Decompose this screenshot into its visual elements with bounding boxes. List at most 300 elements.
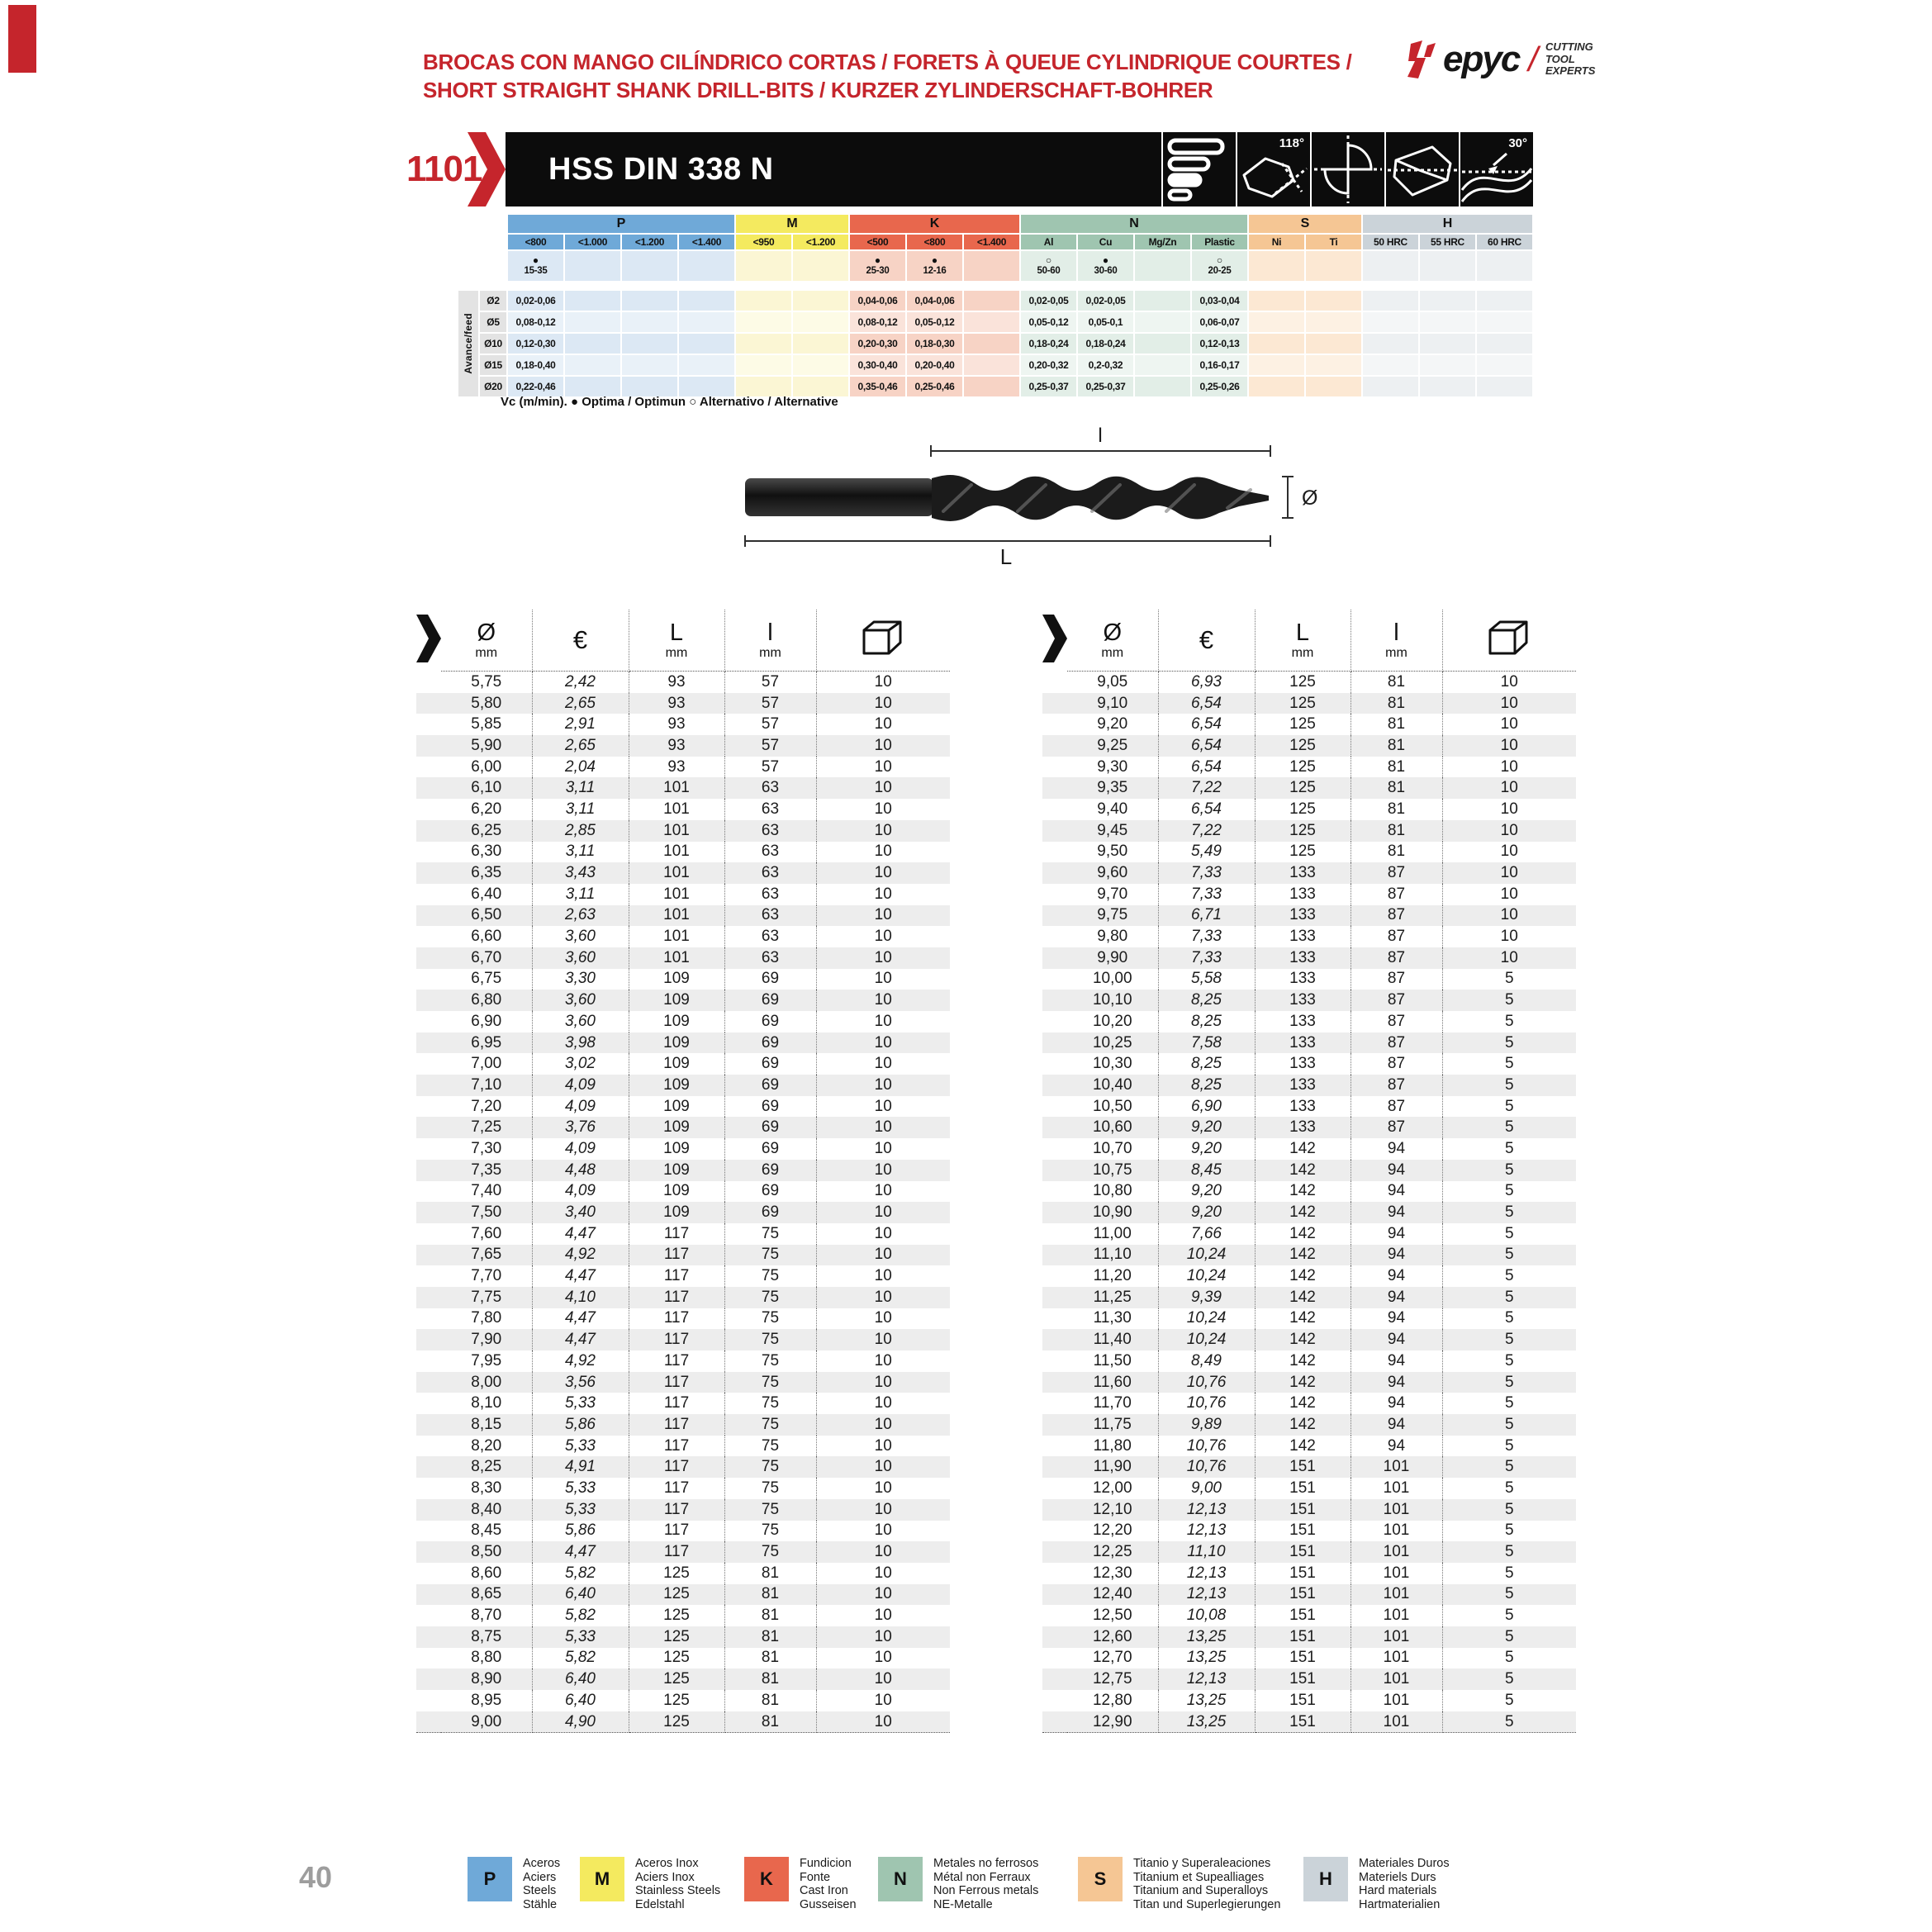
material-subheader: <950 xyxy=(735,234,792,250)
row-lead-cell xyxy=(1042,1265,1067,1287)
helix-angle-icon xyxy=(1460,132,1533,206)
pack-quantity-cell: 10 xyxy=(874,970,892,988)
vc-dot: ○ xyxy=(1045,254,1052,267)
diameter-cell: 7,20 xyxy=(441,1096,532,1118)
pack-quantity-cell: 10 xyxy=(1500,864,1518,882)
flute-length-cell: 75 xyxy=(724,1287,816,1308)
total-length-cell: 93 xyxy=(629,714,724,735)
pack-quantity-cell: 5 xyxy=(1504,1288,1514,1306)
diameter-cell: 8,00 xyxy=(441,1372,532,1393)
product-row xyxy=(1042,757,1576,778)
material-subheader: Cu xyxy=(1077,234,1134,250)
total-length-cell: 133 xyxy=(1255,1075,1351,1096)
product-row xyxy=(416,735,950,757)
feed-value-cell xyxy=(792,354,849,376)
material-subheader: 55 HRC xyxy=(1419,234,1476,250)
price-cell: 3,60 xyxy=(532,990,629,1011)
diameter-cell: 11,75 xyxy=(1067,1414,1158,1436)
row-lead-cell xyxy=(416,1011,441,1032)
row-lead-cell xyxy=(1042,1669,1067,1690)
total-length-cell: 109 xyxy=(629,1160,724,1181)
pack-quantity-cell: 10 xyxy=(874,694,892,712)
diameter-cell: 11,20 xyxy=(1067,1265,1158,1287)
product-name: HSS DIN 338 N xyxy=(548,152,774,187)
price-cell: 12,13 xyxy=(1158,1563,1255,1584)
price-cell: 4,10 xyxy=(532,1287,629,1308)
price-cell: 6,71 xyxy=(1158,905,1255,927)
material-group-header: N xyxy=(1020,214,1248,234)
matrix-group-row xyxy=(458,214,1533,234)
material-subheader: <1.200 xyxy=(792,234,849,250)
diameter-cell: 10,40 xyxy=(1067,1075,1158,1096)
diameter-cell: 11,70 xyxy=(1067,1393,1158,1414)
legend-text xyxy=(1133,1857,1280,1911)
feed-value-cell: 0,05-0,1 xyxy=(1077,311,1134,333)
row-lead-cell xyxy=(416,1117,441,1138)
product-row xyxy=(1042,1308,1576,1330)
price-cell: 7,33 xyxy=(1158,884,1255,905)
flute-cross-section-icon xyxy=(1312,132,1384,206)
title-line-1: BROCAS CON MANGO CILÍNDRICO CORTAS / FORETS À QUEUE CYLINDRIQUE COURTES / xyxy=(423,50,1352,74)
material-subheader: <800 xyxy=(906,234,963,250)
flute-length-cell: 63 xyxy=(724,926,816,947)
product-row xyxy=(416,990,950,1011)
price-cell: 8,49 xyxy=(1158,1351,1255,1372)
diameter-cell: 7,90 xyxy=(441,1329,532,1351)
feed-value-cell xyxy=(735,290,792,311)
total-length-cell: 109 xyxy=(629,1053,724,1075)
diameter-cell: 8,20 xyxy=(441,1436,532,1457)
total-length-cell: 151 xyxy=(1255,1626,1351,1648)
total-length-cell: 109 xyxy=(629,969,724,990)
total-length-cell: 109 xyxy=(629,1181,724,1203)
flute-length-cell: 57 xyxy=(724,693,816,714)
price-column-header xyxy=(1158,610,1255,672)
total-length-cell: 109 xyxy=(629,1202,724,1223)
feed-row xyxy=(458,354,1533,376)
product-row xyxy=(1042,926,1576,947)
diameter-cell: 8,60 xyxy=(441,1563,532,1584)
flute-length-cell: 81 xyxy=(1351,820,1442,842)
feed-value-cell xyxy=(735,354,792,376)
drill-shank xyxy=(745,478,933,516)
pack-quantity-cell: 10 xyxy=(874,1288,892,1306)
price-cell: 4,92 xyxy=(532,1351,629,1372)
feed-value-cell xyxy=(1134,354,1191,376)
vc-cell xyxy=(1191,250,1248,282)
pack-quantity-cell: 5 xyxy=(1504,1670,1514,1688)
total-length-cell: 117 xyxy=(629,1499,724,1521)
matrix-subheader-row xyxy=(458,234,1533,250)
diameter-cell: 12,30 xyxy=(1067,1563,1158,1584)
flute-length-cell: 87 xyxy=(1351,990,1442,1011)
vc-cell xyxy=(621,250,678,282)
feed-value-cell xyxy=(1476,311,1533,333)
feed-value-cell xyxy=(1419,333,1476,354)
vc-cell xyxy=(1248,250,1305,282)
product-row xyxy=(416,1605,950,1626)
flute-length-cell: 75 xyxy=(724,1245,816,1266)
pack-quantity-cell: 10 xyxy=(874,1670,892,1688)
price-cell: 4,47 xyxy=(532,1329,629,1351)
total-length-cell: 101 xyxy=(629,947,724,969)
vc-footnote: Vc (m/min). ● Optima / Optimun ○ Alternativo / Alternative xyxy=(501,395,838,409)
row-lead-cell xyxy=(1042,1053,1067,1075)
flute-length-cell: 75 xyxy=(724,1393,816,1414)
product-row xyxy=(416,1308,950,1330)
feed-value-cell xyxy=(1419,376,1476,397)
price-cell: 10,76 xyxy=(1158,1372,1255,1393)
flute-length-cell: 81 xyxy=(1351,714,1442,735)
product-row xyxy=(416,777,950,799)
total-length-cell: 151 xyxy=(1255,1478,1351,1499)
feed-value-cell xyxy=(678,333,735,354)
feed-value-cell xyxy=(735,333,792,354)
flute-length-cell: 75 xyxy=(724,1521,816,1542)
price-cell: 5,86 xyxy=(532,1414,629,1436)
diameter-cell: 5,80 xyxy=(441,693,532,714)
feed-value-cell xyxy=(1248,333,1305,354)
diameter-cell: 8,40 xyxy=(441,1499,532,1521)
feed-value-cell xyxy=(1476,354,1533,376)
pack-quantity-cell: 5 xyxy=(1504,1309,1514,1327)
logo-separator: / xyxy=(1528,40,1538,78)
diameter-cell: 8,45 xyxy=(441,1521,532,1542)
material-subheader: <1.200 xyxy=(621,234,678,250)
pack-quantity-cell: 10 xyxy=(1500,948,1518,966)
row-lead-cell xyxy=(416,1605,441,1626)
diameter-unit: mm xyxy=(1101,646,1124,660)
flute-length-cell: 75 xyxy=(724,1223,816,1245)
flute-length-cell: 101 xyxy=(1351,1690,1442,1711)
feed-value-cell xyxy=(1362,311,1419,333)
legend-text-line: Materiales Duros xyxy=(1359,1857,1450,1870)
diameter-cell: 9,50 xyxy=(1067,842,1158,863)
logo-tagline-line: EXPERTS xyxy=(1545,64,1596,78)
price-cell: 8,25 xyxy=(1158,1011,1255,1032)
pack-quantity-cell: 5 xyxy=(1504,1543,1514,1561)
pack-quantity-cell: 5 xyxy=(1504,1458,1514,1476)
legend-text-line: Aciers Inox xyxy=(635,1870,695,1884)
flute-length-label: l xyxy=(1098,425,1103,447)
row-lead-cell xyxy=(416,990,441,1011)
diameter-cell: 6,75 xyxy=(441,969,532,990)
legend-text-line: Aceros xyxy=(523,1857,561,1870)
flute-length-cell: 101 xyxy=(1351,1563,1442,1584)
row-lead-cell xyxy=(1042,1690,1067,1711)
material-group-header: H xyxy=(1362,214,1533,234)
total-length-cell: 151 xyxy=(1255,1584,1351,1606)
total-length-cell: 101 xyxy=(629,884,724,905)
total-length-cell: 109 xyxy=(629,1138,724,1160)
price-cell: 9,20 xyxy=(1158,1138,1255,1160)
row-lead-cell xyxy=(1042,1605,1067,1626)
product-row xyxy=(1042,1053,1576,1075)
legend-text-line: Titanium and Superalloys xyxy=(1133,1884,1269,1897)
total-length-cell: 125 xyxy=(629,1711,724,1733)
row-lead-cell xyxy=(1042,905,1067,927)
feed-value-cell xyxy=(678,311,735,333)
flute-length-cell: 69 xyxy=(724,990,816,1011)
price-cell: 4,47 xyxy=(532,1541,629,1563)
product-row xyxy=(1042,1563,1576,1584)
row-lead-cell xyxy=(1042,990,1067,1011)
flute-length-cell: 94 xyxy=(1351,1202,1442,1223)
pack-quantity-cell: 10 xyxy=(1500,928,1518,946)
pack-quantity-cell: 5 xyxy=(1504,1331,1514,1349)
material-subheader: <1.400 xyxy=(963,234,1020,250)
diameter-cell: 9,05 xyxy=(1067,672,1158,693)
logo-tagline-line: CUTTING xyxy=(1545,40,1593,54)
row-lead-cell xyxy=(416,1626,441,1648)
price-cell: 10,24 xyxy=(1158,1329,1255,1351)
pack-quantity-cell: 10 xyxy=(874,1415,892,1433)
total-length-label: L xyxy=(999,544,1013,569)
pack-quantity-cell: 10 xyxy=(874,1585,892,1603)
pack-quantity-cell: 10 xyxy=(1500,885,1518,903)
feed-value-cell xyxy=(1419,354,1476,376)
diameter-cell: 8,75 xyxy=(441,1626,532,1648)
diameter-cell: 6,90 xyxy=(441,1011,532,1032)
diameter-cell: 10,90 xyxy=(1067,1202,1158,1223)
feed-value-cell xyxy=(621,354,678,376)
product-row xyxy=(1042,1096,1576,1118)
product-row xyxy=(1042,1626,1576,1648)
product-row xyxy=(416,1711,950,1733)
legend-text-line: Métal non Ferraux xyxy=(933,1870,1031,1884)
material-subheader: Mg/Zn xyxy=(1134,234,1191,250)
diameter-cell: 9,75 xyxy=(1067,905,1158,927)
product-row xyxy=(1042,1648,1576,1669)
flute-length-cell: 81 xyxy=(1351,757,1442,778)
pack-quantity-cell: 10 xyxy=(874,757,892,776)
legend-text-line: Edelstahl xyxy=(635,1897,685,1911)
total-length-cell: 125 xyxy=(629,1563,724,1584)
legend-text-line: NE-Metalle xyxy=(933,1897,993,1911)
row-lead-cell xyxy=(416,947,441,969)
diameter-cell: 9,40 xyxy=(1067,799,1158,820)
row-lead-cell xyxy=(1042,820,1067,842)
total-length-cell: 142 xyxy=(1255,1181,1351,1203)
flute-length-cell: 87 xyxy=(1351,1075,1442,1096)
flute-length-cell: 101 xyxy=(1351,1669,1442,1690)
product-row xyxy=(1042,1690,1576,1711)
price-cell: 5,33 xyxy=(532,1478,629,1499)
product-row xyxy=(416,1032,950,1054)
row-lead-cell xyxy=(1042,1648,1067,1669)
total-length-cell: 151 xyxy=(1255,1711,1351,1733)
diameter-cell: 10,30 xyxy=(1067,1053,1158,1075)
matrix-vc-row xyxy=(458,250,1533,282)
vc-cell xyxy=(963,250,1020,282)
price-cell: 10,76 xyxy=(1158,1456,1255,1478)
product-row xyxy=(416,1584,950,1606)
total-length-cell: 133 xyxy=(1255,926,1351,947)
vc-range: 50-60 xyxy=(1037,266,1061,277)
price-cell: 5,33 xyxy=(532,1626,629,1648)
flute-length-symbol: l xyxy=(767,619,773,646)
feed-value-cell xyxy=(963,311,1020,333)
total-length-cell: 133 xyxy=(1255,862,1351,884)
diameter-cell: 9,70 xyxy=(1067,884,1158,905)
flute-length-cell: 63 xyxy=(724,799,816,820)
total-length-cell: 133 xyxy=(1255,1096,1351,1118)
row-lead-cell xyxy=(416,672,441,693)
product-row xyxy=(416,757,950,778)
row-lead-cell xyxy=(416,1032,441,1054)
product-row xyxy=(1042,1181,1576,1203)
feed-value-cell: 0,20-0,40 xyxy=(906,354,963,376)
total-length-cell: 142 xyxy=(1255,1245,1351,1266)
feed-value-cell: 0,16-0,17 xyxy=(1191,354,1248,376)
diameter-cell: 9,10 xyxy=(1067,693,1158,714)
product-row xyxy=(416,926,950,947)
total-length-cell: 133 xyxy=(1255,969,1351,990)
total-length-cell: 133 xyxy=(1255,947,1351,969)
legend-color-swatch: K xyxy=(744,1857,789,1901)
price-cell: 5,86 xyxy=(532,1521,629,1542)
product-row xyxy=(416,1329,950,1351)
flute-length-cell: 81 xyxy=(1351,693,1442,714)
price-table-left-header-row xyxy=(416,610,950,672)
diameter-cell: 8,70 xyxy=(441,1605,532,1626)
diameter-cell: 8,30 xyxy=(441,1478,532,1499)
feed-value-cell: 0,20-0,30 xyxy=(849,333,906,354)
pack-quantity-cell: 10 xyxy=(874,1394,892,1412)
diameter-cell: 9,90 xyxy=(1067,947,1158,969)
feed-value-cell xyxy=(963,376,1020,397)
total-length-cell: 125 xyxy=(629,1690,724,1711)
total-length-cell: 133 xyxy=(1255,905,1351,927)
product-row xyxy=(1042,1032,1576,1054)
pack-quantity-cell: 5 xyxy=(1504,1436,1514,1455)
flute-length-cell: 101 xyxy=(1351,1541,1442,1563)
total-length-cell: 142 xyxy=(1255,1223,1351,1245)
diameter-cell: 12,50 xyxy=(1067,1605,1158,1626)
corner-accent-bar xyxy=(8,5,36,73)
total-length-cell: 125 xyxy=(629,1626,724,1648)
feed-diameter-label: Ø10 xyxy=(479,333,507,354)
product-row xyxy=(416,1436,950,1457)
row-lead-cell xyxy=(1042,842,1067,863)
row-lead-cell xyxy=(416,1308,441,1330)
product-row xyxy=(1042,1011,1576,1032)
flute-length-cell: 81 xyxy=(724,1626,816,1648)
material-subheader: <500 xyxy=(849,234,906,250)
diameter-cell: 11,60 xyxy=(1067,1372,1158,1393)
flute-length-column-header xyxy=(724,610,816,672)
product-row xyxy=(416,1456,950,1478)
diameter-cell: 6,20 xyxy=(441,799,532,820)
vc-cell xyxy=(906,250,963,282)
feed-value-cell: 0,04-0,06 xyxy=(849,290,906,311)
price-cell: 3,30 xyxy=(532,969,629,990)
flute-length-cell: 69 xyxy=(724,1032,816,1054)
row-lead-cell xyxy=(416,1160,441,1181)
diameter-cell: 6,95 xyxy=(441,1032,532,1054)
feed-value-cell xyxy=(621,311,678,333)
flute-length-cell: 69 xyxy=(724,1202,816,1223)
product-row xyxy=(1042,842,1576,863)
price-column-header xyxy=(532,610,629,672)
pack-quantity-cell: 10 xyxy=(874,736,892,754)
pack-quantity-cell: 10 xyxy=(874,821,892,839)
feed-value-cell: 0,25-0,46 xyxy=(906,376,963,397)
total-length-cell: 109 xyxy=(629,1011,724,1032)
feed-value-cell xyxy=(792,290,849,311)
pack-quantity-cell: 10 xyxy=(874,1373,892,1391)
feed-value-cell xyxy=(564,311,621,333)
pack-quantity-cell: 10 xyxy=(874,1097,892,1115)
total-length-column-header xyxy=(1255,610,1351,672)
price-cell: 13,25 xyxy=(1158,1690,1255,1711)
row-lead-cell xyxy=(416,820,441,842)
flute-length-cell: 87 xyxy=(1351,1011,1442,1032)
total-length-cell: 125 xyxy=(1255,820,1351,842)
legend-text-line: Gusseisen xyxy=(800,1897,857,1911)
flute-length-cell: 63 xyxy=(724,905,816,927)
price-cell: 6,40 xyxy=(532,1690,629,1711)
price-cell: 3,11 xyxy=(532,842,629,863)
product-row xyxy=(1042,1160,1576,1181)
row-lead-cell xyxy=(416,777,441,799)
flute-length-cell: 94 xyxy=(1351,1181,1442,1203)
flute-length-cell: 69 xyxy=(724,1160,816,1181)
material-subheader: Plastic xyxy=(1191,234,1248,250)
flute-length-symbol: l xyxy=(1393,619,1399,646)
product-row xyxy=(416,1499,950,1521)
row-lead-cell xyxy=(1042,1287,1067,1308)
price-cell: 5,33 xyxy=(532,1436,629,1457)
flute-length-cell: 101 xyxy=(1351,1626,1442,1648)
diameter-cell: 7,25 xyxy=(441,1117,532,1138)
product-row xyxy=(416,1138,950,1160)
vc-cell xyxy=(507,250,564,282)
pack-quantity-cell: 5 xyxy=(1504,1564,1514,1582)
total-length-cell: 151 xyxy=(1255,1521,1351,1542)
row-lead-cell xyxy=(1042,1117,1067,1138)
total-length-cell: 125 xyxy=(1255,693,1351,714)
product-row xyxy=(416,1011,950,1032)
pack-quantity-cell: 10 xyxy=(874,1033,892,1051)
total-length-cell: 133 xyxy=(1255,990,1351,1011)
diameter-cell: 6,10 xyxy=(441,777,532,799)
flute-length-unit: mm xyxy=(1385,646,1407,660)
price-cell: 13,25 xyxy=(1158,1626,1255,1648)
diameter-cell: 6,60 xyxy=(441,926,532,947)
pack-quantity-cell: 5 xyxy=(1504,1521,1514,1540)
feed-value-cell xyxy=(1305,354,1362,376)
total-length-cell: 117 xyxy=(629,1265,724,1287)
row-lead-cell xyxy=(416,862,441,884)
diameter-cell: 11,30 xyxy=(1067,1308,1158,1330)
price-cell: 3,11 xyxy=(532,884,629,905)
feed-value-cell xyxy=(1476,333,1533,354)
row-lead-cell xyxy=(1042,1351,1067,1372)
vc-dot: ○ xyxy=(1216,254,1223,267)
product-row xyxy=(416,969,950,990)
row-lead-cell xyxy=(416,735,441,757)
feed-axis-label-cell xyxy=(458,290,479,397)
vc-cell xyxy=(1476,250,1533,282)
total-length-cell: 101 xyxy=(629,777,724,799)
product-code: 1101 xyxy=(406,149,482,189)
price-cell: 4,47 xyxy=(532,1308,629,1330)
vc-range: 15-35 xyxy=(524,266,548,277)
flute-length-cell: 57 xyxy=(724,757,816,778)
price-cell: 9,89 xyxy=(1158,1414,1255,1436)
row-lead-cell xyxy=(1042,862,1067,884)
